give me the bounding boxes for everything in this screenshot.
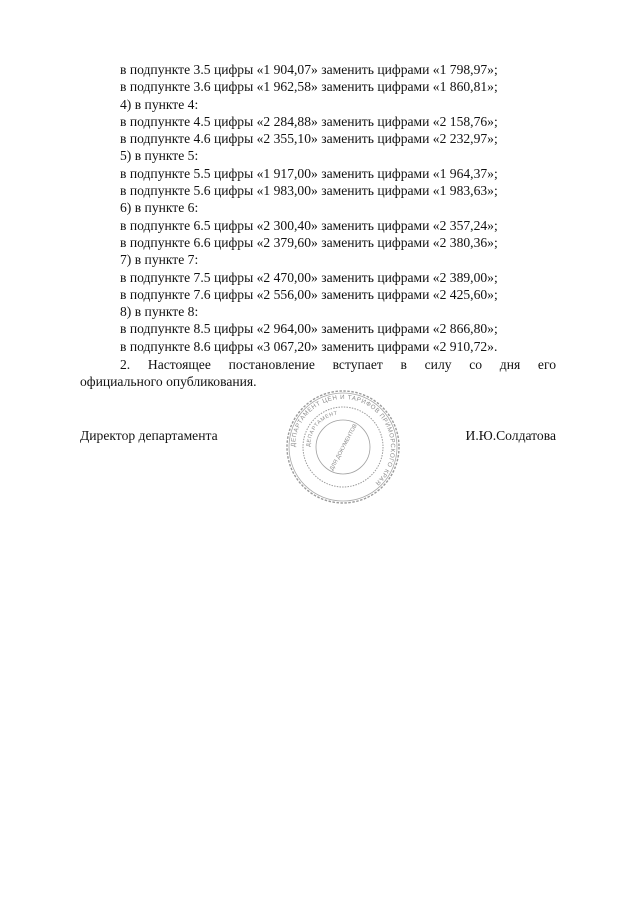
list-item: в подпункте 7.6 цифры «2 556,00» заменить цифрами «2 425,60»; xyxy=(120,286,498,302)
list-item: 6) в пункте 6: xyxy=(120,200,199,216)
list-item: в подпункте 5.5 цифры «1 917,00» заменить цифрами «1 964,37»; xyxy=(120,165,498,181)
effective-date-paragraph xyxy=(80,356,556,391)
signatory-position: Директор департамента xyxy=(80,428,218,443)
paragraph-line: официального опубликования. xyxy=(80,374,257,390)
list-item: в подпункте 3.5 цифры «1 904,07» заменить цифрами «1 798,97»; xyxy=(120,62,498,77)
list-item: 8) в пункте 8: xyxy=(120,304,199,320)
paragraph-line: 2. Настоящее постановление вступает в силу со дня его xyxy=(120,357,556,372)
list-item: 5) в пункте 5: xyxy=(120,148,199,164)
seal-center-text: ДЛЯ ДОКУМЕНТОВ xyxy=(329,423,359,472)
seal-inner-text: ДЕПАРТАМЕНТ xyxy=(305,410,339,448)
list-item: в подпункте 8.5 цифры «2 964,00» заменить цифрами «2 866,80»; xyxy=(120,321,498,337)
seal-outer-text: ДЕПАРТАМЕНТ ЦЕН И ТАРИФОВ ПРИМОРСКОГО КРАЯ xyxy=(289,393,397,487)
svg-text:ДЕПАРТАМЕНТ xyxy=(306,410,339,447)
amendment-list xyxy=(80,61,560,355)
list-item: в подпункте 6.6 цифры «2 379,60» заменить цифрами «2 380,36»; xyxy=(120,234,498,250)
list-item: в подпункте 8.6 цифры «3 067,20» заменить цифрами «2 910,72». xyxy=(120,338,498,354)
list-item: в подпункте 3.6 цифры «1 962,58» заменить цифрами «1 860,81»; xyxy=(120,79,498,95)
list-item: 7) в пункте 7: xyxy=(120,252,199,268)
list-item: 4) в пункте 4: xyxy=(120,96,199,112)
list-item: в подпункте 6.5 цифры «2 300,40» заменить цифрами «2 357,24»; xyxy=(120,217,498,233)
list-item: в подпункте 4.5 цифры «2 284,88» заменить цифрами «2 158,76»; xyxy=(120,113,498,129)
signatory-name: И.Ю.Солдатова xyxy=(465,428,556,443)
list-item: в подпункте 5.6 цифры «1 983,00» заменить цифрами «1 983,63»; xyxy=(120,183,498,199)
list-item: в подпункте 7.5 цифры «2 470,00» заменить цифрами «2 389,00»; xyxy=(120,269,498,285)
list-item: в подпункте 4.6 цифры «2 355,10» заменить цифрами «2 232,97»; xyxy=(120,131,498,147)
official-seal-stamp xyxy=(284,388,402,506)
